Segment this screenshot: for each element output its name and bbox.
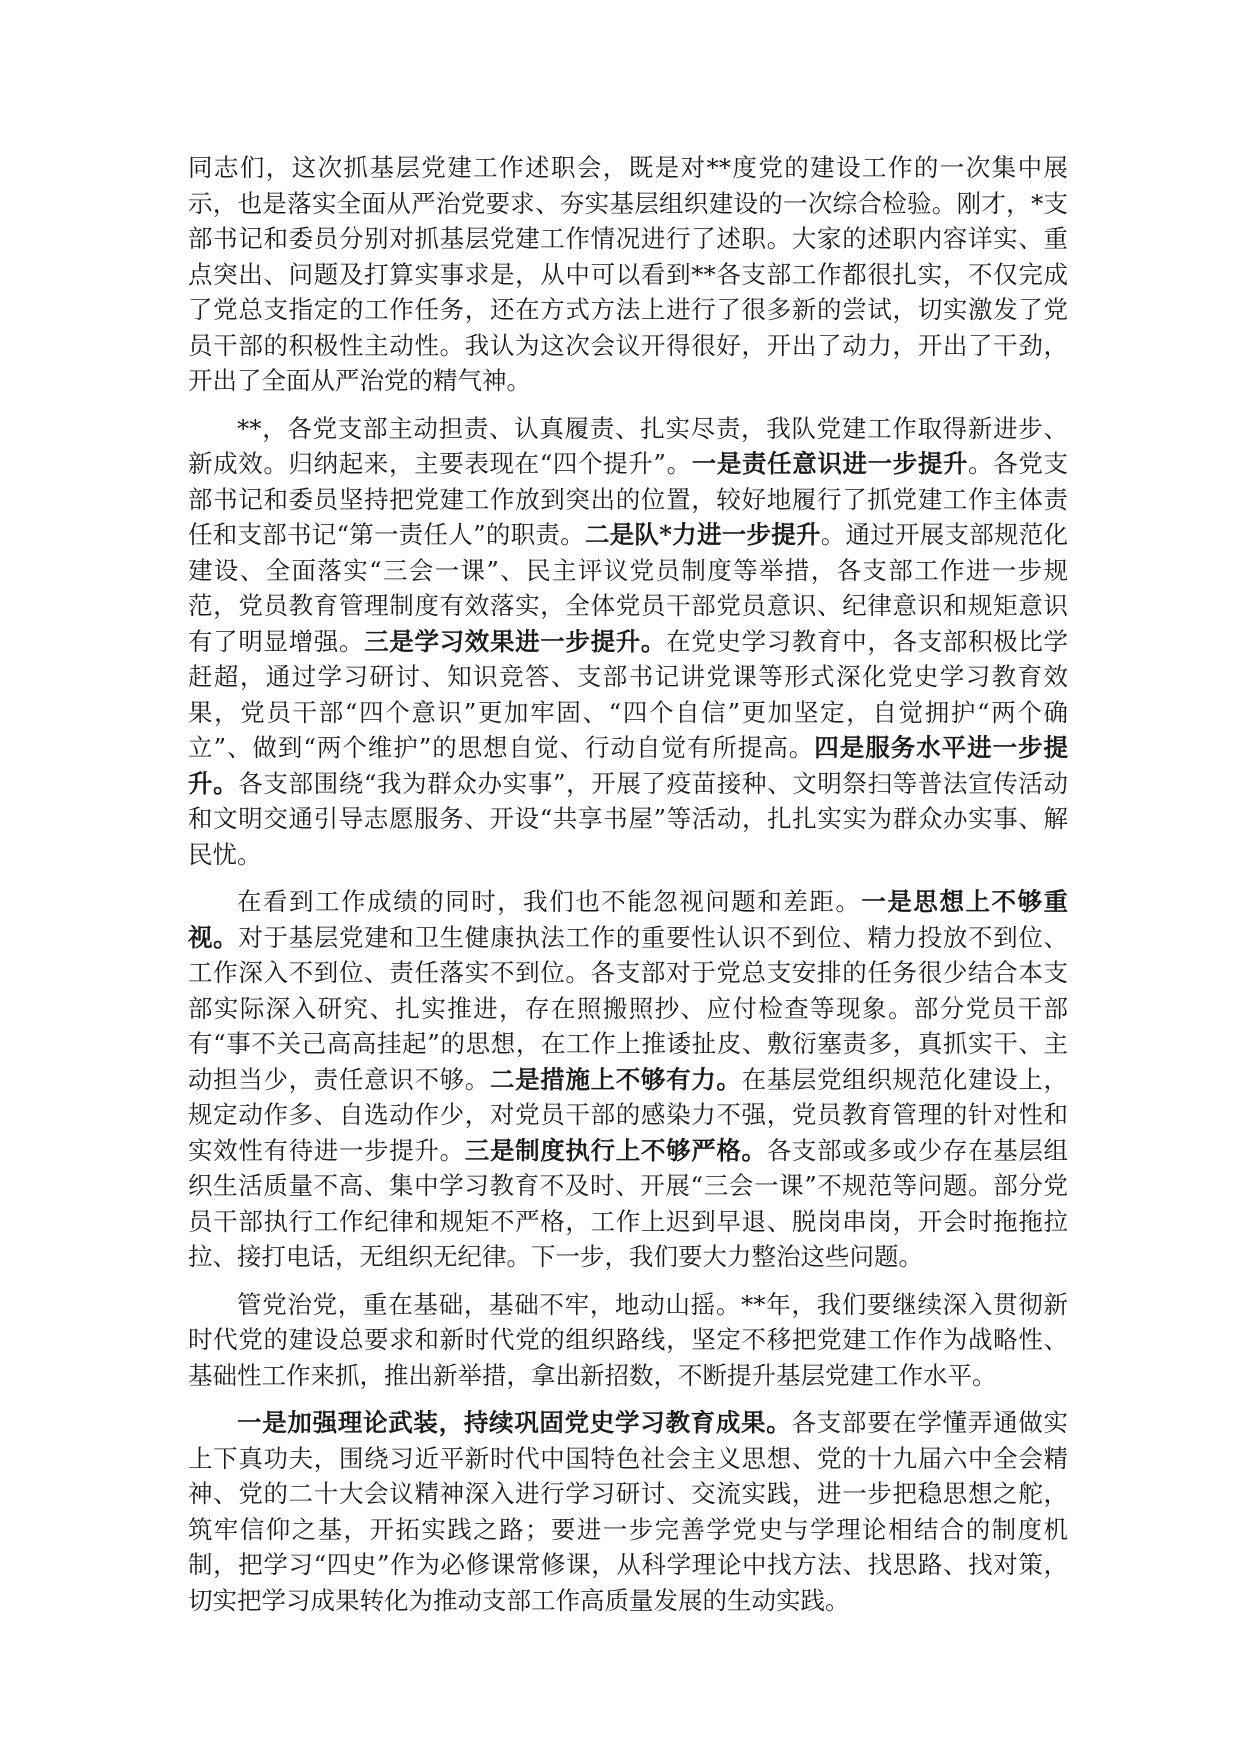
bold-heading-segment: 四是服务水平进一步提升。 (188, 733, 1069, 798)
paragraph-outlook (188, 1287, 1068, 1394)
text-segment: **，各党支部主动担责、认真履责、扎实尽责，我队党建工作取得新进步、新成效。归纳起来，主要表现在“四个提升”。 (188, 413, 1068, 478)
bold-heading-segment: 一是责任意识进一步提升 (691, 449, 969, 478)
bold-heading-segment: 二是措施上不够有力。 (489, 1064, 742, 1094)
text-segment: 对于基层党建和卫生健康执法工作的重要性认识不到位、精力投放不到位、工作深入不到位、责任落实不到位。各支部对于党总支安排的任务很少结合本支部实际深入研究、扎实推进，存在照搬照抄、应付检查等现象。部分党员干部有“事不关己高高挂起”的思想，在工作上推诿扯皮、敷衍塞责多，真抓实干、主动担当少，责任意识不够。 (188, 922, 1069, 1094)
text-segment: 各支部围绕“我为群众办实事”，开展了疫苗接种、文明祭扫等普法宣传活动和文明交通引导志愿服务、开设“共享书屋”等活动，扎扎实实为群众办实事、解民忧。 (188, 768, 1069, 869)
bold-heading-segment: 二是队*力进一步提升 (584, 520, 821, 549)
document-body (188, 150, 1068, 1630)
text-segment: 。通过开展支部规范化建设、全面落实“三会一课”、民主评议党员制度等举措，各支部工作进一步规范，党员教育管理制度有效落实，全体党员干部党员意识、纪律意识和规矩意识有了明显增强。 (188, 520, 1068, 656)
bold-heading-segment: 三是制度执行上不够严格。 (464, 1135, 767, 1165)
text-segment: 在党史学习教育中，各支部积极比学赶超，通过学习研讨、知识竞答、支部书记讲党课等形式深化党史学习教育效果，党员干部“四个意识”更加牢固、“四个自信”更加坚定，自觉拥护“两个确立”、做到“两个维护”的思想自觉、行动自觉有所提高。 (188, 626, 1069, 762)
text-segment: 各支部要在学懂弄通做实上下真功夫，围绕习近平新时代中国特色社会主义思想、党的十九届六中全会精神、党的二十大会议精神深入进行学习研讨、交流实践，进一步把稳思想之舵，筑牢信仰之基，开拓实践之路；要进一步完善学党史与学理论相结合的制度机制，把学习“四史”作为必修课常修课，从科学理论中找方法、找思路、找对策，切实把学习成果转化为推动支部工作高质量发展的生动实践。 (188, 1408, 1068, 1615)
paragraph-problems (188, 884, 1068, 1275)
text-segment: 管党治党，重在基础，基础不牢，地动山摇。**年，我们要继续深入贯彻新时代党的建设总要求和新时代党的组织路线，坚定不移把党建工作作为战略性、基础性工作来抓，推出新举措，拿出新招数，不断提升基层党建工作水平。 (188, 1289, 1068, 1390)
text-segment: 各支部或多或少存在基层组织生活质量不高、集中学习教育不及时、开展“三会一课”不规范等问题。部分党员干部执行工作纪律和规矩不严格，工作上迟到早退、脱岗串岗，开会时拖拖拉拉、接打电话，无组织无纪律。下一步，我们要大力整治这些问题。 (188, 1135, 1069, 1271)
text-segment: 在看到工作成绩的同时，我们也不能忽视问题和差距。 (237, 887, 862, 916)
bold-heading-segment: 一是思想上不够重视。 (188, 887, 1069, 952)
paragraph-opening (188, 150, 1068, 399)
paragraph-measure-one (188, 1405, 1068, 1618)
bold-heading-segment: 三是学习效果进一步提升。 (364, 626, 667, 656)
bold-heading-segment: 一是加强理论武装，持续巩固党史学习教育成果。 (237, 1408, 792, 1437)
paragraph-achievements (188, 411, 1068, 873)
text-segment: 。各党支部书记和委员坚持把党建工作放到突出的位置，较好地履行了抓党建工作主体责任和支部书记“第一责任人”的职责。 (188, 449, 1069, 549)
text-segment: 在基层党组织规范化建设上，规定动作多、自选动作少，对党员干部的感染力不强，党员教育管理的针对性和实效性有待进一步提升。 (188, 1064, 1069, 1165)
text-segment: 同志们，这次抓基层党建工作述职会，既是对**度党的建设工作的一次集中展示，也是落实全面从严治党要求、夯实基层组织建设的一次综合检验。刚才，*支部书记和委员分别对抓基层党建工作情况进行了述职。大家的述职内容详实、重点突出、问题及打算实事求是，从中可以看到**各支部工作都很扎实，不仅完成了党总支指定的工作任务，还在方式方法上进行了很多新的尝试，切实激发了党员干部的积极性主动性。我认为这次会议开得很好，开出了动力，开出了干劲，开出了全面从严治党的精气神。 (188, 153, 1068, 395)
